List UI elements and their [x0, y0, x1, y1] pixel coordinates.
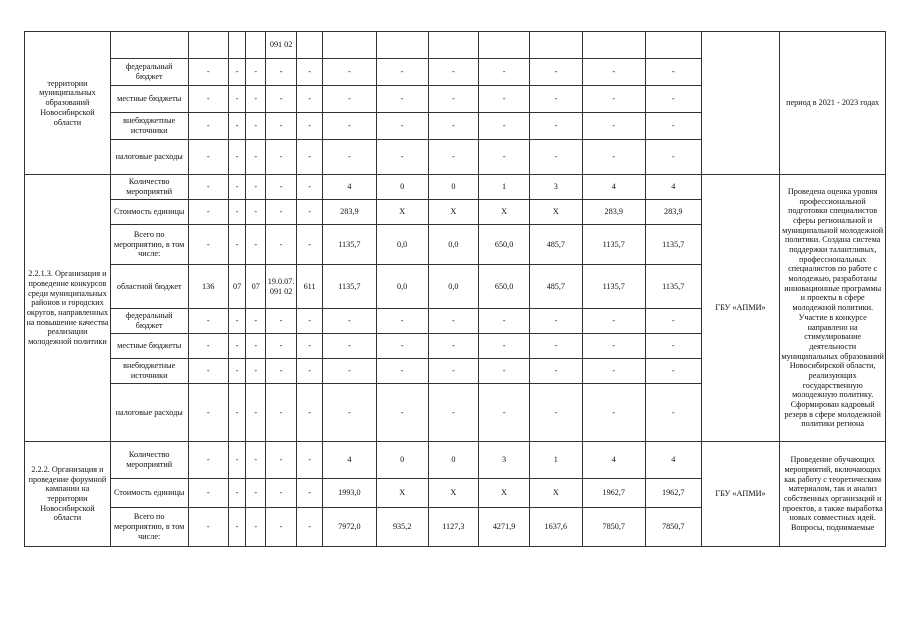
value-cell: - — [582, 113, 645, 140]
table-row — [25, 442, 886, 479]
value-cell: 7850,7 — [582, 508, 645, 547]
value-cell: - — [297, 508, 323, 547]
value-cell: - — [297, 225, 323, 265]
row-label: федеральный бюджет — [110, 309, 188, 334]
value-cell: 1135,7 — [645, 225, 701, 265]
value-cell — [529, 32, 582, 59]
row-label: Количество мероприятий — [110, 442, 188, 479]
value-cell — [582, 32, 645, 59]
value-cell: - — [297, 200, 323, 225]
value-cell: 0 — [428, 442, 479, 479]
value-cell: - — [479, 86, 530, 113]
value-cell: - — [266, 175, 297, 200]
value-cell: - — [228, 175, 246, 200]
code-cell: 07 — [246, 265, 266, 309]
value-cell: X — [376, 479, 428, 508]
value-cell: 7850,7 — [645, 508, 701, 547]
executor: ГБУ «АПМИ» — [701, 175, 780, 442]
value-cell — [246, 32, 266, 59]
value-cell: - — [322, 309, 376, 334]
value-cell: - — [479, 309, 530, 334]
value-cell: - — [266, 140, 297, 175]
value-cell: - — [645, 86, 701, 113]
value-cell: 0 — [376, 442, 428, 479]
value-cell: - — [266, 508, 297, 547]
value-cell: - — [228, 200, 246, 225]
value-cell: 3 — [529, 175, 582, 200]
row-label: местные бюджеты — [110, 334, 188, 359]
value-cell: - — [266, 442, 297, 479]
value-cell: X — [529, 200, 582, 225]
row-label: Всего по мероприятию, в том числе: — [110, 508, 188, 547]
value-cell: - — [529, 140, 582, 175]
value-cell: - — [645, 384, 701, 442]
value-cell: - — [246, 384, 266, 442]
row-label: Стоимость единицы — [110, 479, 188, 508]
value-cell: - — [376, 113, 428, 140]
value-cell: 1962,7 — [645, 479, 701, 508]
value-cell: 283,9 — [645, 200, 701, 225]
value-cell: - — [246, 59, 266, 86]
value-cell: - — [246, 508, 266, 547]
value-cell: - — [479, 359, 530, 384]
value-cell: - — [322, 140, 376, 175]
value-cell: 1135,7 — [322, 265, 376, 309]
value-cell: 0,0 — [376, 225, 428, 265]
value-cell: - — [529, 359, 582, 384]
value-cell: 485,7 — [529, 265, 582, 309]
value-cell: 4 — [582, 175, 645, 200]
table-row — [25, 175, 886, 200]
value-cell: 1135,7 — [322, 225, 376, 265]
value-cell: X — [479, 479, 530, 508]
value-cell: - — [188, 113, 228, 140]
value-cell: 283,9 — [582, 200, 645, 225]
value-cell: - — [428, 86, 479, 113]
value-cell: - — [582, 384, 645, 442]
value-cell: - — [266, 359, 297, 384]
value-cell — [322, 32, 376, 59]
expected-result: Проведение обучающих мероприятий, включающих как работу с теоретическим материалом, так и анализ собственных организаций и проектов, а также выработка новых совместных идей. Вопросы, поднимаемые — [780, 442, 886, 547]
value-cell: - — [529, 334, 582, 359]
value-cell: - — [228, 334, 246, 359]
value-cell: - — [428, 334, 479, 359]
row-label — [110, 32, 188, 59]
value-cell: - — [479, 384, 530, 442]
value-cell: - — [582, 359, 645, 384]
code-cell: 091 02 — [266, 32, 297, 59]
code-cell: 611 — [297, 265, 323, 309]
value-cell: - — [188, 86, 228, 113]
value-cell: - — [188, 175, 228, 200]
value-cell: - — [297, 384, 323, 442]
value-cell — [188, 32, 228, 59]
value-cell: 485,7 — [529, 225, 582, 265]
value-cell — [701, 32, 780, 175]
value-cell: - — [297, 442, 323, 479]
value-cell: - — [266, 59, 297, 86]
value-cell: - — [188, 334, 228, 359]
value-cell: - — [297, 479, 323, 508]
value-cell: - — [266, 113, 297, 140]
value-cell: 650,0 — [479, 225, 530, 265]
value-cell: - — [322, 384, 376, 442]
value-cell: - — [228, 309, 246, 334]
code-cell: 19.0.07. 091 02 — [266, 265, 297, 309]
value-cell: - — [428, 359, 479, 384]
value-cell: - — [246, 334, 266, 359]
value-cell: - — [297, 59, 323, 86]
value-cell: 1637,6 — [529, 508, 582, 547]
value-cell: - — [529, 309, 582, 334]
value-cell: 0,0 — [376, 265, 428, 309]
value-cell: - — [228, 384, 246, 442]
value-cell: - — [582, 59, 645, 86]
value-cell: - — [228, 359, 246, 384]
value-cell: - — [322, 86, 376, 113]
value-cell: - — [322, 113, 376, 140]
value-cell: - — [376, 140, 428, 175]
value-cell: - — [479, 113, 530, 140]
activity-name: территории муниципальных образований Новосибирской области — [25, 32, 111, 175]
value-cell: 4 — [322, 442, 376, 479]
value-cell: 4 — [645, 442, 701, 479]
value-cell: 4271,9 — [479, 508, 530, 547]
value-cell: - — [529, 86, 582, 113]
value-cell: - — [246, 200, 266, 225]
value-cell: 0,0 — [428, 265, 479, 309]
value-cell: - — [376, 384, 428, 442]
value-cell: - — [376, 86, 428, 113]
row-label: местные бюджеты — [110, 86, 188, 113]
value-cell: - — [188, 359, 228, 384]
value-cell: - — [297, 113, 323, 140]
value-cell: - — [188, 384, 228, 442]
value-cell: 935,2 — [376, 508, 428, 547]
value-cell: 4 — [582, 442, 645, 479]
value-cell: - — [228, 113, 246, 140]
value-cell: 1135,7 — [645, 265, 701, 309]
value-cell: - — [228, 225, 246, 265]
row-label: внебюджетные источники — [110, 359, 188, 384]
row-label: Стоимость единицы — [110, 200, 188, 225]
value-cell: X — [529, 479, 582, 508]
value-cell: X — [428, 200, 479, 225]
value-cell: - — [228, 508, 246, 547]
value-cell: 3 — [479, 442, 530, 479]
value-cell: - — [266, 86, 297, 113]
value-cell: - — [529, 113, 582, 140]
value-cell: - — [376, 359, 428, 384]
value-cell: - — [188, 140, 228, 175]
value-cell: - — [228, 59, 246, 86]
value-cell: - — [322, 334, 376, 359]
value-cell: X — [428, 479, 479, 508]
value-cell: - — [188, 479, 228, 508]
value-cell: - — [246, 140, 266, 175]
value-cell: 650,0 — [479, 265, 530, 309]
value-cell: - — [246, 359, 266, 384]
value-cell: - — [645, 334, 701, 359]
value-cell: 0,0 — [428, 225, 479, 265]
value-cell: - — [645, 140, 701, 175]
value-cell: - — [297, 175, 323, 200]
value-cell: - — [529, 384, 582, 442]
value-cell: - — [297, 309, 323, 334]
value-cell: 1 — [529, 442, 582, 479]
value-cell: - — [376, 309, 428, 334]
value-cell: 4 — [322, 175, 376, 200]
value-cell: 1135,7 — [582, 265, 645, 309]
value-cell: - — [479, 59, 530, 86]
value-cell: - — [376, 59, 428, 86]
value-cell: - — [266, 309, 297, 334]
value-cell: - — [376, 334, 428, 359]
row-label: федеральный бюджет — [110, 59, 188, 86]
table-row — [25, 32, 886, 59]
value-cell: X — [479, 200, 530, 225]
value-cell: - — [428, 140, 479, 175]
executor: ГБУ «АПМИ» — [701, 442, 780, 547]
value-cell: 283,9 — [322, 200, 376, 225]
row-label: Количество мероприятий — [110, 175, 188, 200]
value-cell — [228, 32, 246, 59]
row-label: Всего по мероприятию, в том числе: — [110, 225, 188, 265]
row-label: налоговые расходы — [110, 140, 188, 175]
value-cell: - — [428, 59, 479, 86]
value-cell: 1 — [479, 175, 530, 200]
value-cell: - — [479, 334, 530, 359]
value-cell — [645, 32, 701, 59]
row-label: налоговые расходы — [110, 384, 188, 442]
value-cell: - — [428, 309, 479, 334]
value-cell: - — [297, 359, 323, 384]
row-label: областной бюджет — [110, 265, 188, 309]
value-cell: - — [297, 86, 323, 113]
value-cell: - — [246, 309, 266, 334]
code-cell: 07 — [228, 265, 246, 309]
value-cell: - — [246, 479, 266, 508]
value-cell: - — [322, 59, 376, 86]
value-cell: - — [188, 200, 228, 225]
value-cell: 1135,7 — [582, 225, 645, 265]
value-cell: - — [582, 140, 645, 175]
value-cell: - — [428, 113, 479, 140]
value-cell — [297, 32, 323, 59]
value-cell: - — [228, 442, 246, 479]
value-cell: - — [246, 175, 266, 200]
value-cell: 1962,7 — [582, 479, 645, 508]
value-cell: 4 — [645, 175, 701, 200]
value-cell: 1993,0 — [322, 479, 376, 508]
value-cell: - — [582, 334, 645, 359]
value-cell: - — [582, 86, 645, 113]
value-cell: - — [228, 479, 246, 508]
value-cell: - — [266, 479, 297, 508]
expected-result: период в 2021 - 2023 годах — [780, 32, 886, 175]
value-cell: - — [246, 225, 266, 265]
value-cell: - — [228, 86, 246, 113]
value-cell: - — [246, 113, 266, 140]
value-cell: - — [322, 359, 376, 384]
value-cell: - — [297, 334, 323, 359]
value-cell: - — [266, 334, 297, 359]
value-cell: 0 — [376, 175, 428, 200]
value-cell: - — [645, 359, 701, 384]
value-cell: - — [645, 113, 701, 140]
value-cell: - — [266, 200, 297, 225]
value-cell: - — [645, 59, 701, 86]
value-cell — [428, 32, 479, 59]
value-cell: - — [266, 384, 297, 442]
value-cell: - — [582, 309, 645, 334]
activity-name: 2.2.2. Организация и проведение форумной кампании на территории Новосибирской области — [25, 442, 111, 547]
value-cell: - — [479, 140, 530, 175]
activity-name: 2.2.1.3. Организация и проведение конкурсов среди муниципальных районов и городских округов, направленных на повышение качества реализации молодежной политики — [25, 175, 111, 442]
value-cell: - — [188, 309, 228, 334]
code-cell: 136 — [188, 265, 228, 309]
expected-result: Проведена оценка уровня профессиональной подготовки специалистов сферы региональной и муниципальной молодежной политики. Создана система поддержки талантливых, профессиональных специалистов по работе с молодежью, разработаны инновационные программы и проекты в сфере молодежной политики. Участие в конкурсе направлено на стимулирование деятельности муниципальных образований Новосибирской области, реализующих государственную молодежную политику. Сформирован кадровый резерв в сфере молодежной политики региона — [780, 175, 886, 442]
row-label: внебюджетные источники — [110, 113, 188, 140]
value-cell: - — [188, 225, 228, 265]
value-cell: - — [228, 140, 246, 175]
value-cell: - — [246, 442, 266, 479]
value-cell: - — [188, 442, 228, 479]
value-cell: - — [188, 508, 228, 547]
value-cell: - — [246, 86, 266, 113]
program-activities-table — [24, 31, 886, 547]
value-cell — [376, 32, 428, 59]
value-cell: 0 — [428, 175, 479, 200]
value-cell: - — [529, 59, 582, 86]
value-cell: 1127,3 — [428, 508, 479, 547]
value-cell: - — [645, 309, 701, 334]
value-cell — [479, 32, 530, 59]
value-cell: - — [428, 384, 479, 442]
value-cell: 7972,0 — [322, 508, 376, 547]
value-cell: - — [297, 140, 323, 175]
value-cell: X — [376, 200, 428, 225]
value-cell: - — [188, 59, 228, 86]
value-cell: - — [266, 225, 297, 265]
